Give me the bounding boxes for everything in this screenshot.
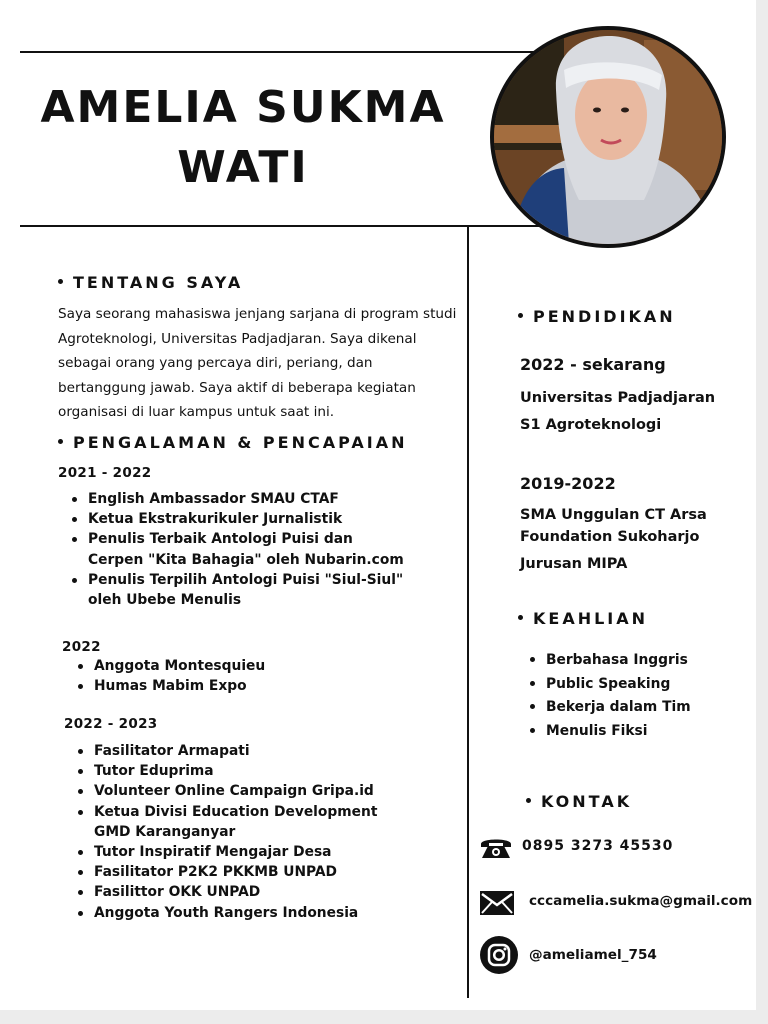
list-item: Fasilittor OKK UNPAD — [72, 882, 412, 902]
experience-list — [72, 741, 412, 923]
experience-title: PENGALAMAN & PENCAPAIAN — [58, 433, 407, 452]
skills-title: KEAHLIAN — [518, 609, 648, 628]
list-item: Anggota Montesquieu — [72, 656, 402, 676]
skills-list — [524, 649, 744, 743]
bullet-dot — [518, 615, 523, 620]
list-item: Bekerja dalam Tim — [524, 696, 744, 720]
contact-phone: 0895 3273 45530 — [522, 838, 674, 854]
contact-instagram: @ameliamel_754 — [529, 947, 657, 963]
profile-photo — [490, 26, 726, 248]
profile-photo-illustration — [494, 30, 722, 244]
list-item: Fasilitator P2K2 PKKMB UNPAD — [72, 862, 412, 882]
name-line-2: WATI — [177, 142, 309, 193]
about-text: Saya seorang mahasiswa jenjang sarjana di program studi Agroteknologi, Universitas Padjadjaran. Saya dikenal sebagai orang yang percaya diri, periang, dan bertanggung jawab. Saya aktif di beberapa kegiatan organisasi di luar kampus untuk saat ini. — [58, 306, 457, 420]
experience-list — [72, 656, 402, 696]
name-line-1: AMELIA SUKMA — [40, 82, 446, 133]
list-item: English Ambassador SMAU CTAF — [66, 489, 406, 509]
phone-icon — [479, 835, 513, 861]
contact-email: cccamelia.sukma@gmail.com — [529, 893, 753, 909]
experience-list — [66, 489, 406, 610]
experience-year: 2021 - 2022 — [58, 465, 152, 481]
experience-year: 2022 — [62, 639, 101, 655]
list-item: Penulis Terbaik Antologi Puisi dan Cerpen "Kita Bahagia" oleh Nubarin.com — [66, 529, 406, 569]
list-item: Humas Mabim Expo — [72, 676, 402, 696]
education-school-line-1: SMA Unggulan CT Arsa — [520, 507, 707, 523]
bullet-dot — [518, 313, 523, 318]
education-school-line-2: Foundation Sukoharjo — [520, 529, 700, 545]
experience-year: 2022 - 2023 — [64, 716, 158, 732]
list-item: Volunteer Online Campaign Gripa.id — [72, 781, 412, 801]
education-school: Universitas Padjadjaran — [520, 390, 716, 406]
list-item: Penulis Terpilih Antologi Puisi "Siul-Siul" oleh Ubebe Menulis — [66, 570, 406, 610]
education-detail: Jurusan MIPA — [520, 556, 628, 572]
list-item: Tutor Eduprima — [72, 761, 412, 781]
header-bottom-rule — [20, 225, 540, 227]
list-item: Tutor Inspiratif Mengajar Desa — [72, 842, 412, 862]
list-item: Anggota Youth Rangers Indonesia — [72, 903, 412, 923]
education-period: 2022 - sekarang — [520, 355, 666, 374]
list-item: Menulis Fiksi — [524, 720, 744, 744]
education-title: PENDIDIKAN — [518, 307, 676, 326]
about-title: TENTANG SAYA — [58, 273, 243, 292]
bullet-dot — [526, 798, 531, 803]
mail-icon — [479, 890, 515, 916]
column-divider — [467, 226, 469, 998]
education-period: 2019-2022 — [520, 474, 616, 493]
list-item: Berbahasa Inggris — [524, 649, 744, 673]
instagram-icon — [479, 935, 519, 975]
contact-title: KONTAK — [526, 792, 632, 811]
list-item: Public Speaking — [524, 673, 744, 697]
list-item: Fasilitator Armapati — [72, 741, 412, 761]
bullet-dot — [58, 279, 63, 284]
education-detail: S1 Agroteknologi — [520, 417, 662, 433]
list-item: Ketua Divisi Education Development GMD Karanganyar — [72, 802, 412, 842]
header-top-rule — [20, 51, 540, 53]
list-item: Ketua Ekstrakurikuler Jurnalistik — [66, 509, 406, 529]
bullet-dot — [58, 439, 63, 444]
